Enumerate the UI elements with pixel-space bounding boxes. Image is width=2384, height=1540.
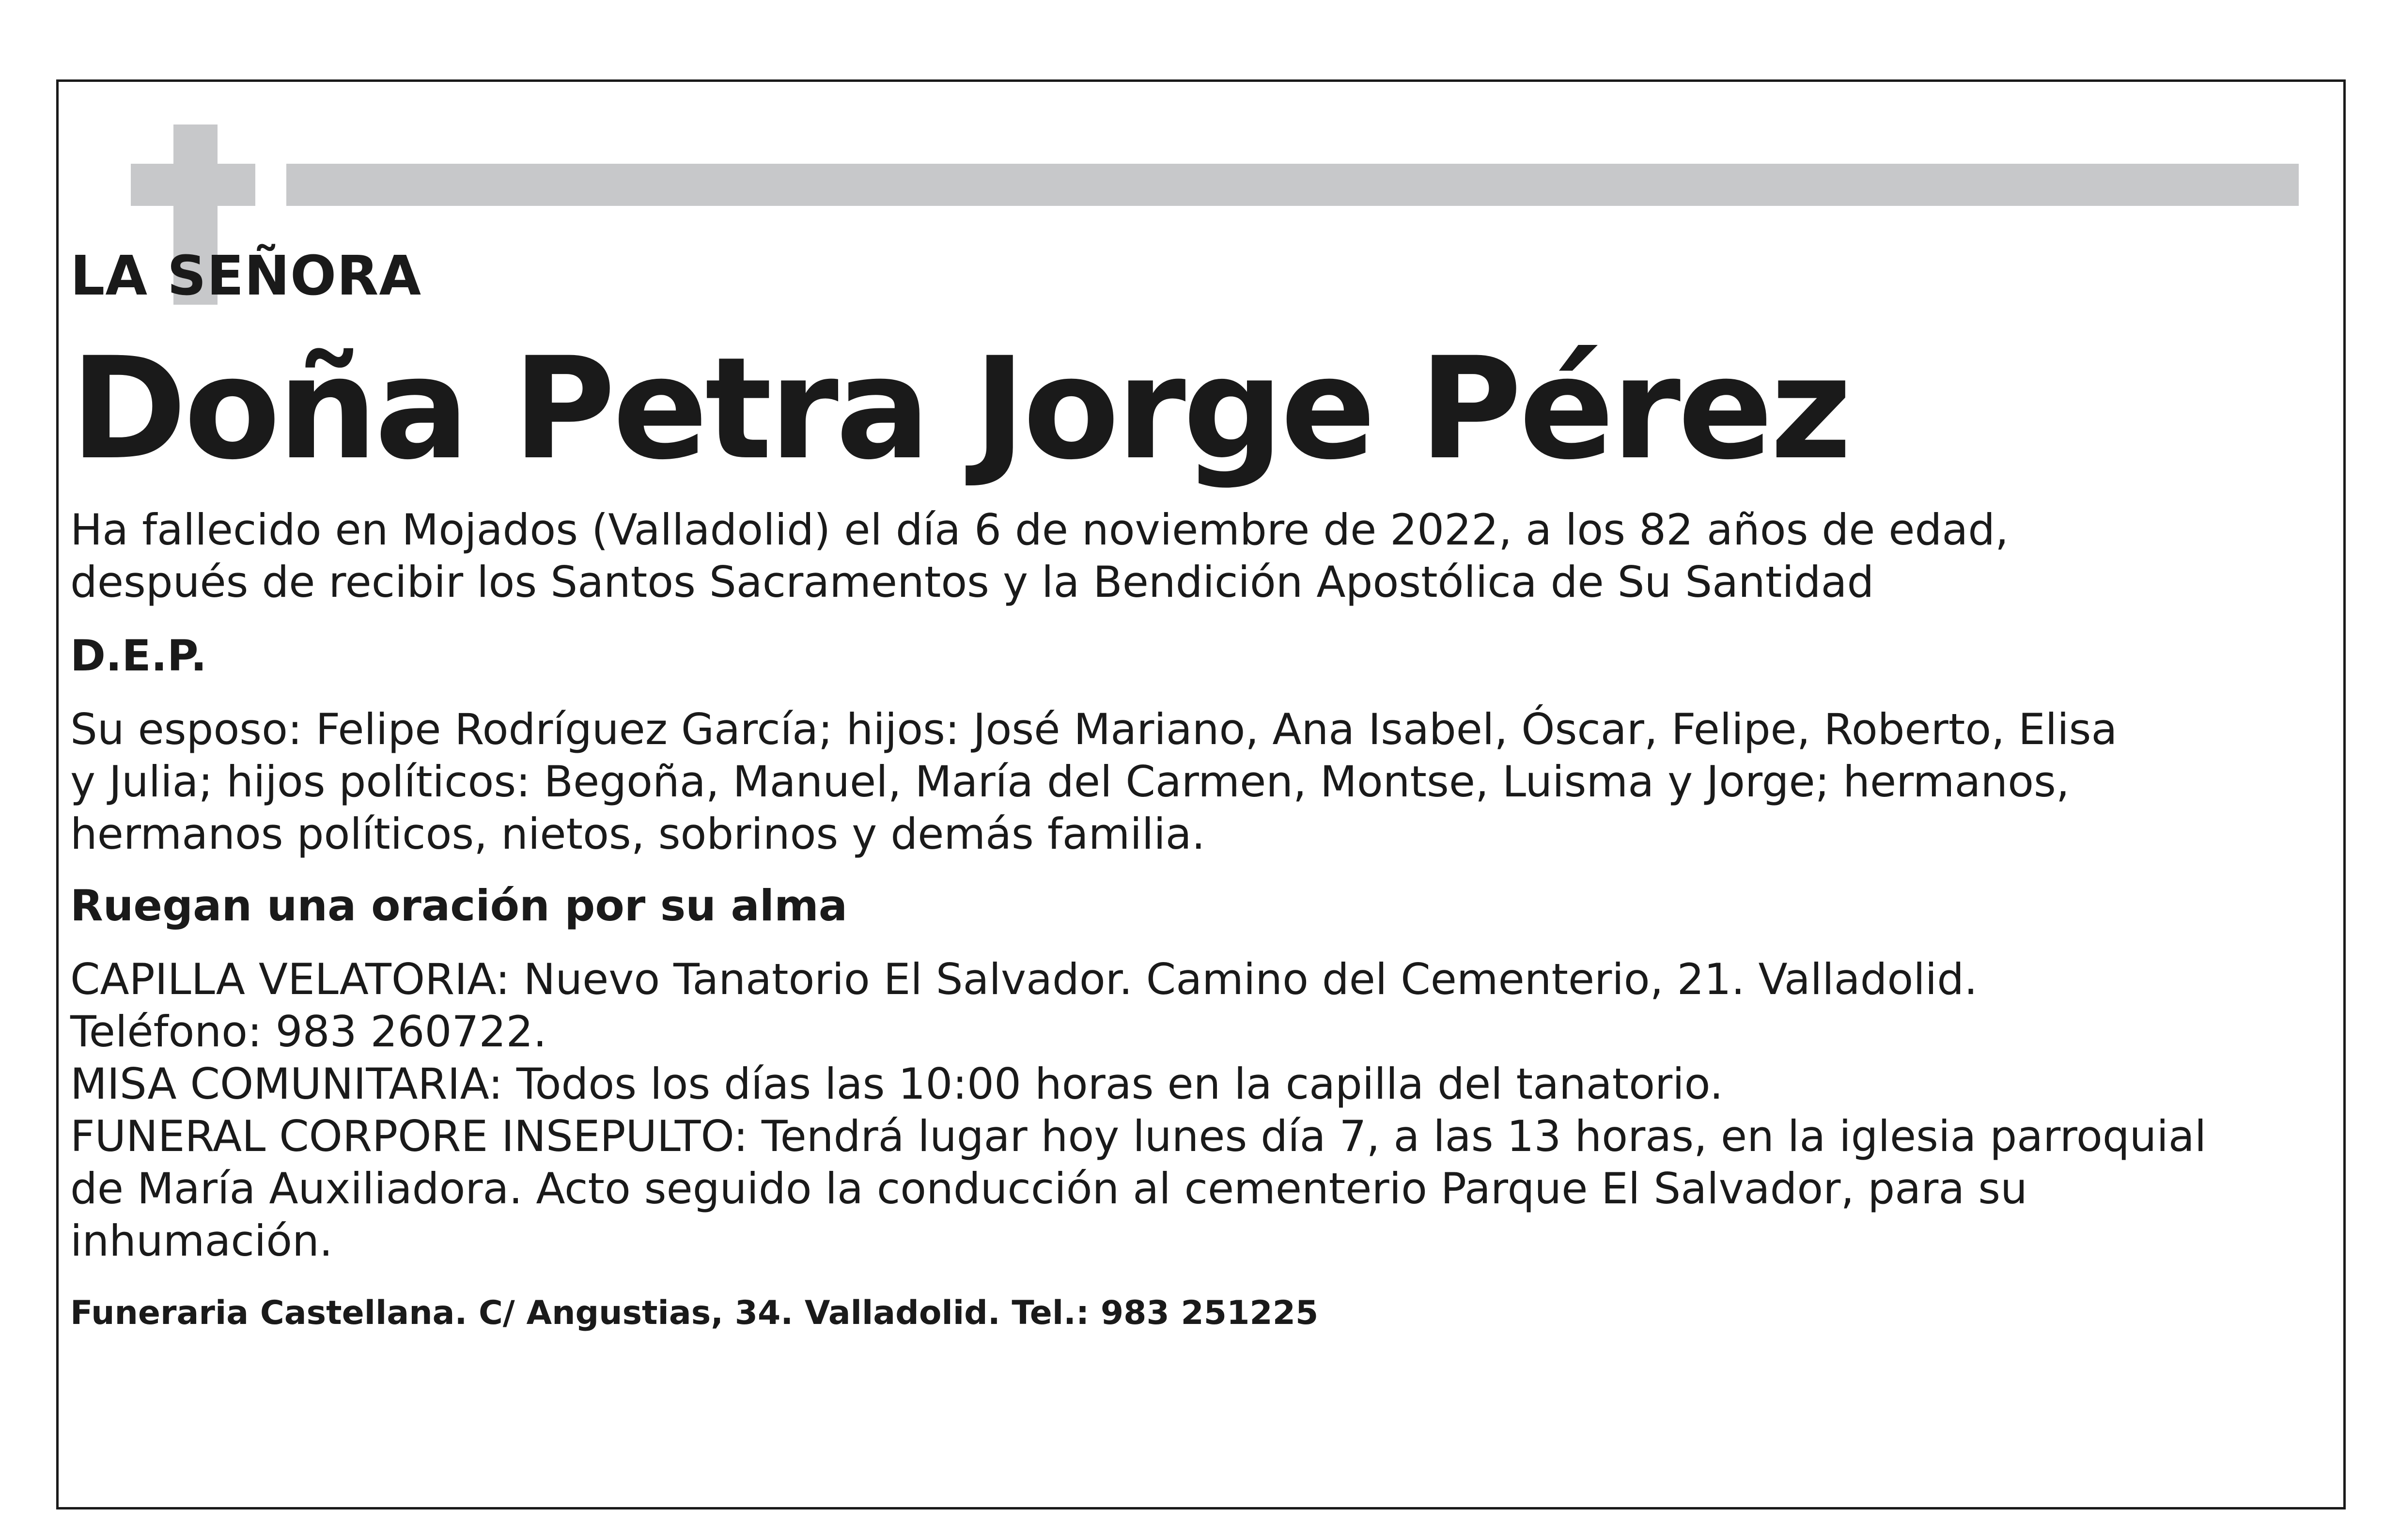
deceased-name: Doña Petra Jorge Pérez bbox=[70, 327, 1849, 491]
details-line: inhumación. bbox=[70, 1216, 333, 1266]
service-details bbox=[70, 953, 2250, 1267]
family-line: y Julia; hijos políticos: Begoña, Manuel, María del Carmen, Montse, Luisma y Jorge; hermanos, bbox=[70, 757, 2070, 807]
dep-label: D.E.P. bbox=[70, 631, 207, 681]
details-line: MISA COMUNITARIA: Todos los días las 10:00 horas en la capilla del tanatorio. bbox=[70, 1059, 1723, 1109]
funeral-home-footer: Funeraria Castellana. C/ Angustias, 34. Valladolid. Tel.: 983 251225 bbox=[70, 1294, 1319, 1332]
family-line: Su esposo: Felipe Rodríguez García; hijos: José Mariano, Ana Isabel, Óscar, Felipe, Roberto, Elisa bbox=[70, 704, 2118, 754]
details-line: CAPILLA VELATORIA: Nuevo Tanatorio El Salvador. Camino del Cementerio, 21. Valladolid. bbox=[70, 954, 1978, 1004]
details-line: de María Auxiliadora. Acto seguido la conducción al cementerio Parque El Salvador, para su bbox=[70, 1164, 2027, 1213]
obituary-content bbox=[70, 242, 2250, 1335]
details-line: Teléfono: 983 260722. bbox=[70, 1007, 547, 1057]
death-line: después de recibir los Santos Sacramentos y la Bendición Apostólica de Su Santidad bbox=[70, 557, 1874, 607]
family-line: hermanos políticos, nietos, sobrinos y demás familia. bbox=[70, 809, 1205, 859]
details-line: FUNERAL CORPORE INSEPULTO: Tendrá lugar hoy lunes día 7, a las 13 horas, en la iglesia parroquial bbox=[70, 1111, 2207, 1161]
prayer-request: Ruegan una oración por su alma bbox=[70, 881, 848, 931]
family-list bbox=[70, 703, 2250, 860]
cross-icon-arm bbox=[131, 164, 255, 206]
header-bar bbox=[286, 164, 2299, 206]
death-line: Ha fallecido en Mojados (Valladolid) el día 6 de noviembre de 2022, a los 82 años de edad, bbox=[70, 505, 2009, 555]
title-honorific: LA SEÑORA bbox=[70, 245, 422, 308]
death-announcement bbox=[70, 504, 2250, 608]
